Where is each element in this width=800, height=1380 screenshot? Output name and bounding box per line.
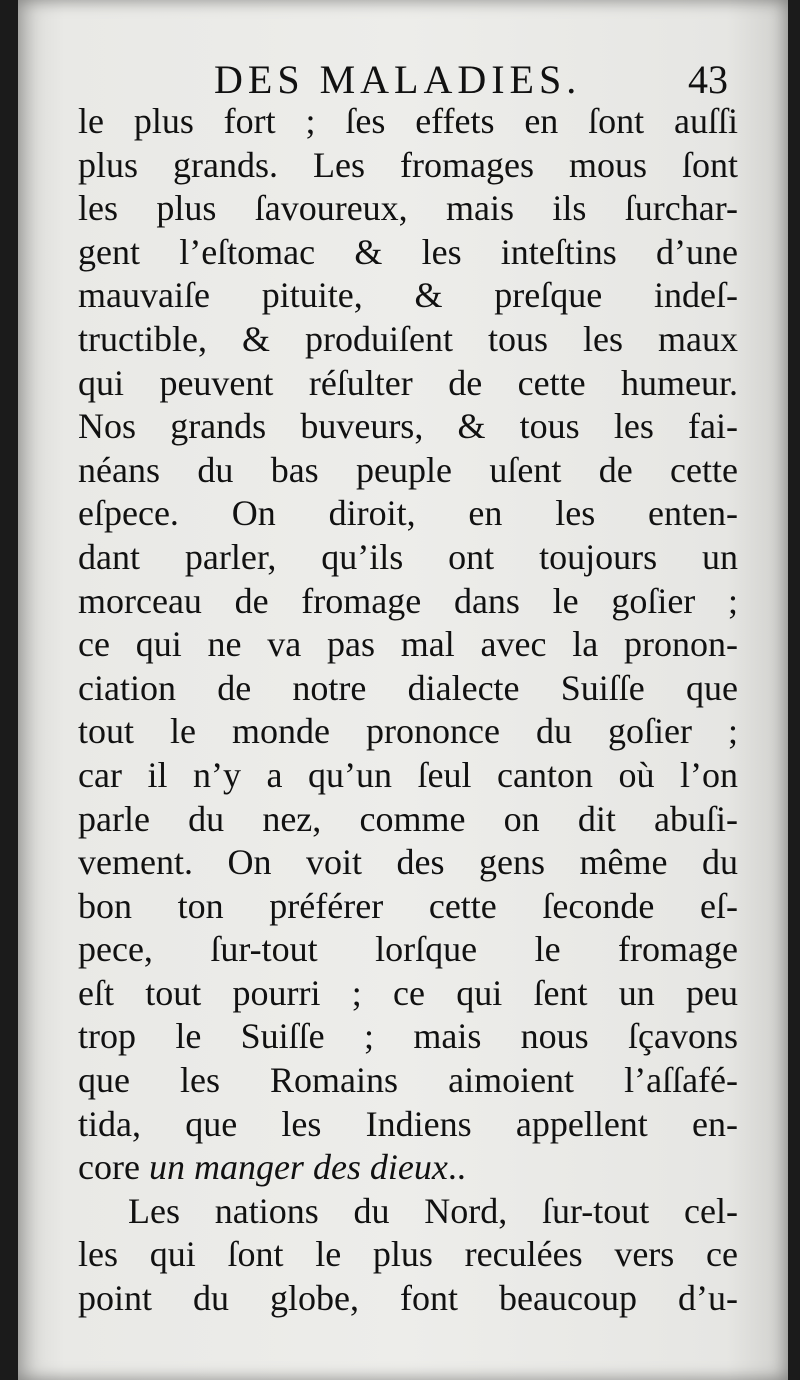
page-header (18, 56, 788, 104)
text-line: dant parler, qu’ils ont toujours un (78, 536, 738, 577)
text-line: que les Romains aimoient l’aſſafé- (78, 1060, 738, 1101)
text-line: tructible, & produiſent tous les maux (78, 318, 738, 359)
text-line: eſt tout pourri ; ce qui ſent un peu (78, 972, 738, 1013)
line-text-punct: .. (447, 1147, 466, 1188)
text-line: les qui ſont le plus reculées vers ce (78, 1234, 738, 1275)
text-line: ce qui ne va pas mal avec la pronon- (78, 624, 738, 665)
text-line: point du globe, font beaucoup d’u- (78, 1278, 738, 1319)
text-line: les plus ſavoureux, mais ils ſurchar- (78, 188, 738, 229)
text-line: pece, ſur-tout lorſque le fromage (78, 929, 738, 970)
text-line: eſpece. On diroit, en les enten- (78, 493, 738, 534)
text-line: morceau de fromage dans le goſier ; (78, 580, 738, 621)
text-line: tout le monde prononce du goſier ; (78, 711, 738, 752)
text-line: vement. On voit des gens même du (78, 842, 738, 883)
text-line: trop le Suiſſe ; mais nous ſçavons (78, 1016, 738, 1057)
text-line: mauvaiſe pituite, & preſque indeſ- (78, 275, 738, 316)
text-line: qui peuvent réſulter de cette humeur. (78, 362, 738, 403)
text-line: tida, que les Indiens appellent en- (78, 1103, 738, 1144)
text-line: bon ton préférer cette ſeconde eſ- (78, 885, 738, 926)
body-text (78, 100, 738, 1321)
line-text-roman: core (78, 1147, 149, 1188)
text-line: gent l’eſtomac & les inteſtins d’une (78, 231, 738, 272)
text-line: néans du bas peuple uſent de cette (78, 449, 738, 490)
text-line: Nos grands buveurs, & tous les fai- (78, 406, 738, 447)
book-page (18, 0, 788, 1380)
text-line: le plus fort ; ſes effets en ſont auſſi (78, 101, 738, 141)
italic-quote: un manger des dieux (148, 1147, 448, 1188)
text-line: car il n’y a qu’un ſeul canton où l’on (78, 754, 738, 795)
running-title: DES MALADIES. (214, 57, 582, 102)
text-line (78, 1146, 738, 1190)
text-line: ciation de notre dialecte Suiſſe que (78, 667, 738, 708)
text-line: plus grands. Les fromages mous ſont (78, 144, 738, 185)
page-number: 43 (688, 57, 728, 102)
text-line: Les nations du Nord, ſur-tout cel- (128, 1190, 738, 1231)
text-line: parle du nez, comme on dit abuſi- (78, 798, 738, 839)
